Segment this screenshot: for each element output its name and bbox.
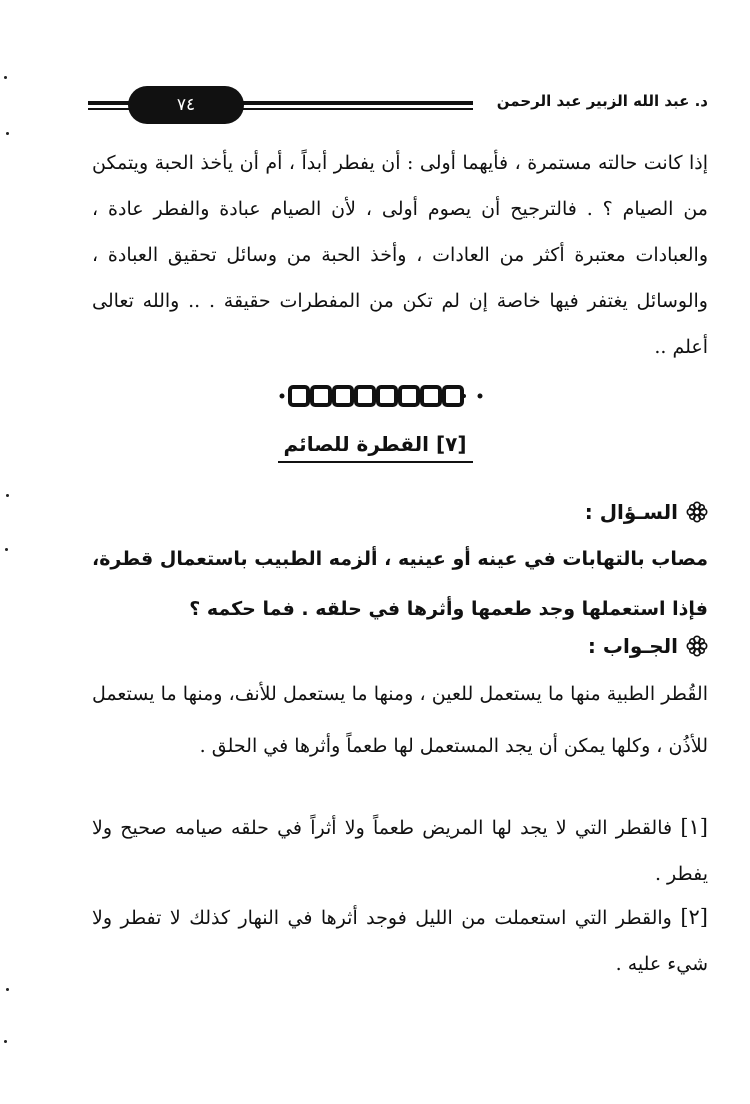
scan-speck — [6, 132, 9, 135]
question-label — [585, 500, 708, 524]
question-label-text: السـؤال : — [584, 500, 678, 524]
author-name: د. عبد الله الزبير عبد الرحمن — [496, 92, 708, 110]
ornament-icon — [276, 383, 486, 409]
scan-speck — [4, 1040, 7, 1043]
page-header — [88, 84, 708, 124]
answer-intro: القُطر الطبية منها ما يستعمل للعين ، ومنها ما يستعمل للأنف، ومنها ما يستعمل للأذُن ، وكلها يمكن أن يجد المستعمل لها طعماً وأثرها في الحلق . — [92, 683, 708, 757]
page-number: ٧٤ — [128, 86, 244, 124]
item-number: [١] — [680, 815, 708, 839]
section-title: [٧] القطرة للصائم — [278, 432, 473, 463]
answer-label — [588, 634, 708, 658]
scan-speck — [6, 988, 9, 991]
answer-item — [92, 894, 708, 987]
ornament-divider — [276, 383, 486, 409]
scan-speck — [4, 76, 7, 79]
answer-label-text: الجـواب : — [587, 634, 678, 658]
answer-item — [92, 804, 708, 897]
section-title-wrap — [0, 432, 750, 463]
paragraph-1: إذا كانت حالته مستمرة ، فأيهما أولى : أن يفطر أبداً ، أم أن يأخذ الحبة ويتمكن من الصيام ؟ . فالترجيح أن يصوم أولى ، لأن الصيام عبادة والفطر عادة ، والعبادات معتبرة أكثر من العادات ، وأخذ الحبة من وسائل تحقيق العبادة ، والوسائل يغتفر فيها خاصة إن لم تكن من المفطرات حقيقة . .. والله تعالى أعلم .. — [92, 152, 708, 358]
item-number: [٢] — [680, 905, 708, 929]
scan-speck — [6, 494, 9, 497]
item-text: فالقطر التي لا يجد لها المريض طعماً ولا أثراً في حلقه صيامه صحيح ولا يفطر . — [92, 817, 708, 885]
item-text: والقطر التي استعملت من الليل فوجد أثرها في النهار كذلك لا تفطر ولا شيء عليه . — [92, 907, 708, 975]
question-text: مصاب بالتهابات في عينه أو عينيه ، ألزمه الطبيب باستعمال قطرة، فإذا استعملها وجد طعمها وأثرها في حلقه . فما حكمه ؟ — [92, 548, 708, 620]
scan-speck — [5, 548, 8, 551]
flower-icon — [686, 635, 708, 657]
flower-icon — [686, 501, 708, 523]
